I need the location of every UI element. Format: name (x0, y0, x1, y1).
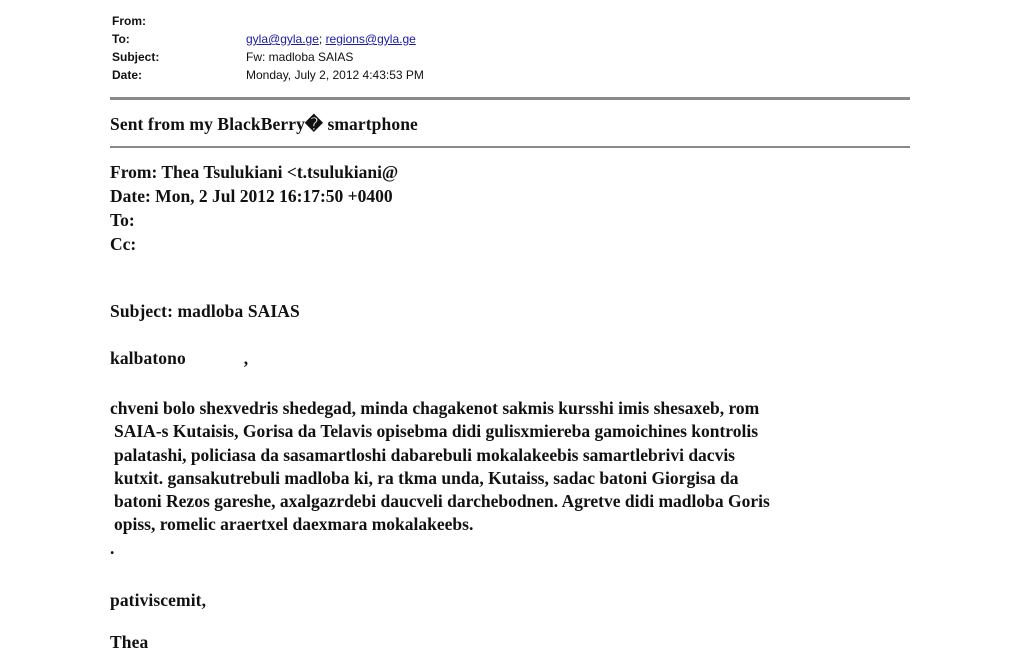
message-subject: Subject: madloba SAIAS (110, 301, 300, 321)
body-line: chveni bolo shexvedris shedegad, minda chagakenot sakmis kursshi imis shesaxeb, rom (110, 398, 760, 418)
subject-label: Subject: (112, 50, 160, 64)
closing-line: pativiscemit, (110, 590, 207, 610)
date-label: Date: (112, 68, 143, 82)
header-from-row (112, 12, 424, 30)
to-separator: ; (318, 32, 326, 46)
to-label: To: (112, 32, 130, 46)
greeting-comma: , (243, 348, 249, 368)
signature: Thea (110, 632, 149, 652)
header-date-row (112, 66, 424, 84)
message-body (110, 397, 910, 537)
forward-divider (110, 146, 910, 148)
body-line: kutxit. gansakutrebuli madloba ki, ra tkma unda, Kutaiss, sadac batoni Giorgisa da (114, 467, 739, 488)
header-to-row (112, 30, 424, 48)
greeting-word: kalbatono (110, 348, 186, 368)
forwarded-date: Date: Mon, 2 Jul 2012 16:17:50 +0400 (110, 186, 393, 206)
to-link-regions[interactable]: regions@gyla.ge (325, 32, 416, 46)
email-header (112, 12, 424, 84)
stray-dot: . (110, 538, 115, 558)
forwarded-header (110, 160, 398, 256)
body-line: batoni Rezos gareshe, axalgazrdebi daucveli darchebodnen. Agretve didi madloba Goris (114, 491, 770, 512)
greeting (110, 348, 248, 369)
sent-from-line: Sent from my BlackBerry� smartphone (110, 114, 418, 134)
subject-value: Fw: madloba SAIAS (246, 50, 354, 64)
to-value (246, 30, 416, 48)
date-value: Monday, July 2, 2012 4:43:53 PM (246, 68, 424, 82)
header-divider (110, 97, 910, 100)
forwarded-to: To: (110, 210, 135, 230)
body-line: SAIA-s Kutaisis, Gorisa da Telavis opisebma didi gulisxmiereba gamoichines kontrolis (114, 421, 759, 442)
header-subject-row (112, 48, 424, 66)
forwarded-from: From: Thea Tsulukiani <t.tsulukiani@ (110, 162, 399, 182)
to-link-gyla[interactable]: gyla@gyla.ge (246, 32, 319, 46)
body-line: opiss, romelic araertxel daexmara mokalakeebs. (114, 514, 474, 535)
body-line: palatashi, policiasa da sasamartloshi dabarebuli mokalakeebis samartlebrivi dacvis (114, 444, 735, 465)
forwarded-cc: Cc: (110, 234, 137, 254)
from-label: From: (112, 14, 146, 28)
